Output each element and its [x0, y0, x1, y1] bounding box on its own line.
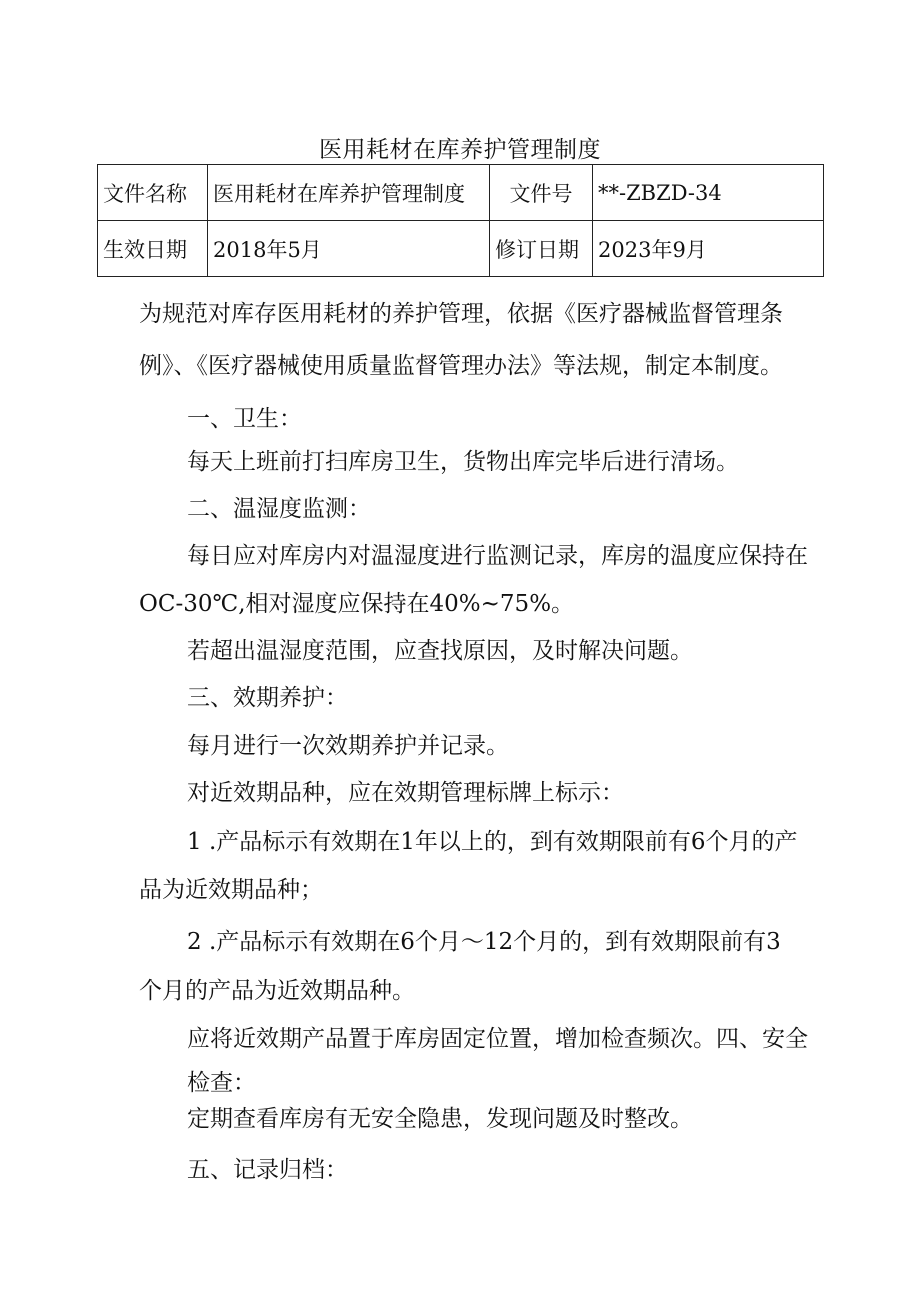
body-line: 每天上班前打扫库房卫生，货物出库完毕后进行清场。	[187, 449, 739, 475]
file-number-value: **-ZBZD-34	[593, 165, 824, 221]
list-item-1-continued: 品为近效期品种；	[139, 877, 323, 903]
body-line: 若超出温湿度范围，应查找原因，及时解决问题。	[187, 638, 693, 664]
file-name-label: 文件名称	[98, 165, 208, 221]
list-item-2: 2 .产品标示有效期在6个月～12个月的，到有效期限前有3	[187, 929, 781, 955]
revision-date-label: 修订日期	[490, 221, 593, 277]
file-number-label: 文件号	[490, 165, 593, 221]
body-line: 为规范对库存医用耗材的养护管理，依据《医疗器械监督管理条	[139, 301, 783, 327]
section-heading-records: 五、记录归档：	[187, 1157, 348, 1183]
body-line: OC-30℃,相对湿度应保持在40%~75%。	[139, 591, 575, 617]
meta-row-name	[98, 165, 824, 221]
body-line: 定期查看库房有无安全隐患，发现问题及时整改。	[187, 1106, 693, 1132]
meta-row-dates	[98, 221, 824, 277]
body-line: 每日应对库房内对温湿度进行监测记录，库房的温度应保持在	[187, 543, 808, 569]
body-line: 对近效期品种，应在效期管理标牌上标示：	[187, 780, 624, 806]
section-heading-safety-continued: 检查：	[187, 1070, 256, 1096]
list-item-1: 1 .产品标示有效期在1年以上的，到有效期限前有6个月的产	[187, 829, 798, 855]
section-heading-temperature-humidity: 二、温湿度监测：	[187, 496, 371, 522]
section-heading-expiry-maintenance: 三、效期养护：	[187, 685, 348, 711]
effective-date-value: 2018年5月	[208, 221, 490, 277]
file-name-value: 医用耗材在库养护管理制度	[208, 165, 490, 221]
document-title: 医用耗材在库养护管理制度	[319, 137, 601, 163]
section-heading-hygiene: 一、卫生：	[187, 406, 302, 432]
list-item-2-continued: 个月的产品为近效期品种。	[139, 978, 415, 1004]
revision-date-value: 2023年9月	[593, 221, 824, 277]
body-line: 每月进行一次效期养护并记录。	[187, 733, 509, 759]
document-meta-table	[97, 164, 824, 277]
body-line: 例》、《医疗器械使用质量监督管理办法》等法规，制定本制度。	[139, 353, 783, 379]
body-line: 应将近效期产品置于库房固定位置，增加检查频次。四、安全	[187, 1026, 808, 1052]
effective-date-label: 生效日期	[98, 221, 208, 277]
